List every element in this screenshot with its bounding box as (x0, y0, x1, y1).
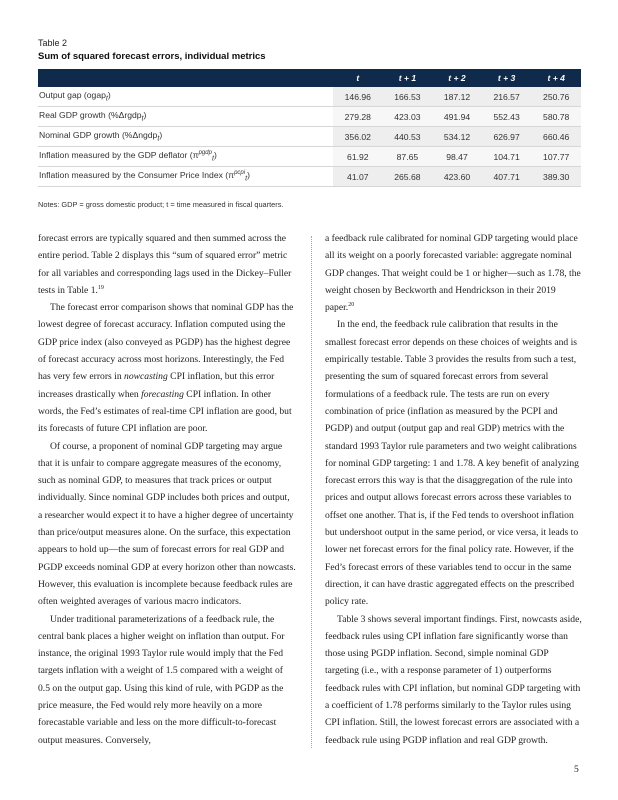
paragraph: Under traditional parameterizations of a feedback rule, the central bank places a higher weight on inflation than output. For instance, the original 1993 Taylor rule would imply that the Fed targets inflation with a weight of 1.5 compared with a weight of 0.5 on the output gap. Using this kind of rule, with PGDP as the price measure, the Fed would rely more heavily on a more forecastable variable and less on the more difficult-to-forecast output measures. Conversely, (38, 613, 285, 746)
paragraph: Of course, a proponent of nominal GDP targeting may argue that it is unfair to compare aggregate measures of the economy, such as nominal GDP, to measures that track prices or output individually. Since nominal GDP includes both prices and output, a researcher would expect it to have a higher degree of uncertainty than price/output measures alone. On the surface, this expectation appears to hold up—the sum of forecast errors for real GDP and PGDP exceeds nominal GDP at every horizon other than nowcasts. However, this evaluation is incomplete because feedback rules are often weighted averages of various macro indicators. (38, 440, 296, 608)
paragraph: Table 3 shows several important findings. First, nowcasts aside, feedback rules using CPI inflation fare significantly worse than those using PGDP inflation. Second, simple nominal GDP targeting (i.e., with a response parameter of 1) outperforms feedback rules with CPI inflation, but nominal GDP targeting with a coefficient of 1.78 performs similarly to the Taylor rules using CPI inflation. Still, the lowest forecast errors are associated with a feedback rule using PGDP inflation and real GDP growth. (325, 613, 582, 746)
column-divider (311, 236, 312, 748)
value-cell: 423.03 (383, 107, 433, 127)
header-cell: t + 3 (482, 69, 532, 87)
value-cell: 534.12 (432, 127, 482, 147)
value-cell: 265.68 (383, 167, 433, 187)
metric-name: Output gap (ogap$_t$) (38, 87, 333, 107)
value-cell: 356.02 (333, 127, 383, 147)
table-row (38, 167, 581, 187)
value-cell: 389.30 (531, 167, 581, 187)
page-number: 5 (574, 765, 579, 775)
metric-name: Nominal GDP growth (%Δngdp$_t$) (38, 127, 333, 147)
value-cell: 216.57 (482, 87, 532, 107)
header-cell: t + 4 (531, 69, 581, 87)
footnote-ref: 20 (348, 302, 355, 308)
paragraph: The forecast error comparison shows that nominal GDP has the lowest degree of forecast accuracy. Inflation computed using the GDP price index (also conveyed as PGDP) has the highest degree of forecast accuracy across most horizons. Interestingly, the Fed has very few errors in nowcasting CPI inflation, but this error increases drastically when forecasting CPI inflation. In other words, the Fed’s estimates of real-time CPI inflation are good, but its forecasts of future CPI inflation are poor. (38, 302, 294, 435)
metric-name: Inflation measured by the GDP deflator $(\pi^{pgdp}_t)$ (38, 147, 333, 167)
header-cell: t + 2 (432, 69, 482, 87)
paragraph: In the end, the feedback rule calibration that results in the smallest forecast error depends on these choices of weights and is empirically testable. Table 3 provides the results from such a test, presenting the sum of squared forecast errors from several formulations of a feedback rule. The tests are run on every combination of price (inflation as measured by the PCPI and PGDP) and output (output gap and real GDP) metrics with the standard 1993 Taylor rule parameters and two weight calibrations for nominal GDP targeting: 1 and 1.78. A key benefit of analyzing forecast errors this way is that the disaggregation of the rule into prices and output allows forecast errors across these variables to offset one another. That is, if the Fed tends to overshoot inflation but undershoot output in the same period, or vice versa, it leads to lower net forecast errors for the final policy rate. However, if the Fed’s forecast errors of these variables tend to occur in the same direction, it can have drastic aggregated effects on the prescribed policy rate. (325, 319, 579, 608)
paragraph: a feedback rule calibrated for nominal GDP targeting would place all its weight on a poorly forecasted variable: aggregate nominal GDP changes. That weight could be 1 or higher—such as 1.78, the weight chosen by Beckworth and Hendrickson in their 2019 paper.$^{20}$ (325, 233, 581, 314)
value-cell: 104.71 (482, 147, 532, 167)
table-header-row (38, 69, 581, 87)
value-cell: 491.94 (432, 107, 482, 127)
value-cell: 552.43 (482, 107, 532, 127)
value-cell: 107.77 (531, 147, 581, 167)
value-cell: 166.53 (383, 87, 433, 107)
value-cell: 98.47 (432, 147, 482, 167)
header-cell: t (333, 69, 383, 87)
body-column-left (38, 230, 296, 749)
value-cell: 279.28 (333, 107, 383, 127)
value-cell: 423.60 (432, 167, 482, 187)
table-row (38, 127, 581, 147)
table-label: Table 2 (38, 38, 68, 48)
table-notes: Notes: GDP = gross domestic product; t = time measured in fiscal quarters. (38, 200, 284, 209)
value-cell: 407.71 (482, 167, 532, 187)
body-column-right (325, 230, 583, 749)
value-cell: 146.96 (333, 87, 383, 107)
value-cell: 41.07 (333, 167, 383, 187)
value-cell: 580.78 (531, 107, 581, 127)
value-cell: 87.65 (383, 147, 433, 167)
forecast-error-table (38, 69, 581, 187)
paragraph: forecast errors are typically squared and then summed across the entire period. Table 2 displays this “sum of squared error” metric for all variables and corresponding lags used in the Dickey–Fuller tests in Table 1.19 (38, 233, 292, 296)
value-cell: 250.76 (531, 87, 581, 107)
footnote-ref: 19 (97, 284, 104, 291)
value-cell: 187.12 (432, 87, 482, 107)
table-title: Sum of squared forecast errors, individual metrics (38, 51, 266, 62)
value-cell: 440.53 (383, 127, 433, 147)
value-cell: 626.97 (482, 127, 532, 147)
value-cell: 61.92 (333, 147, 383, 167)
table-row (38, 87, 581, 107)
table-row (38, 107, 581, 127)
metric-name: Real GDP growth (%Δrgdp$_t$) (38, 107, 333, 127)
header-cell: t + 1 (383, 69, 433, 87)
value-cell: 660.46 (531, 127, 581, 147)
metric-name: Inflation measured by the Consumer Price Index $(\pi^{pcpi}_t)$ (38, 167, 333, 187)
table-row (38, 147, 581, 167)
header-metric (38, 69, 333, 87)
